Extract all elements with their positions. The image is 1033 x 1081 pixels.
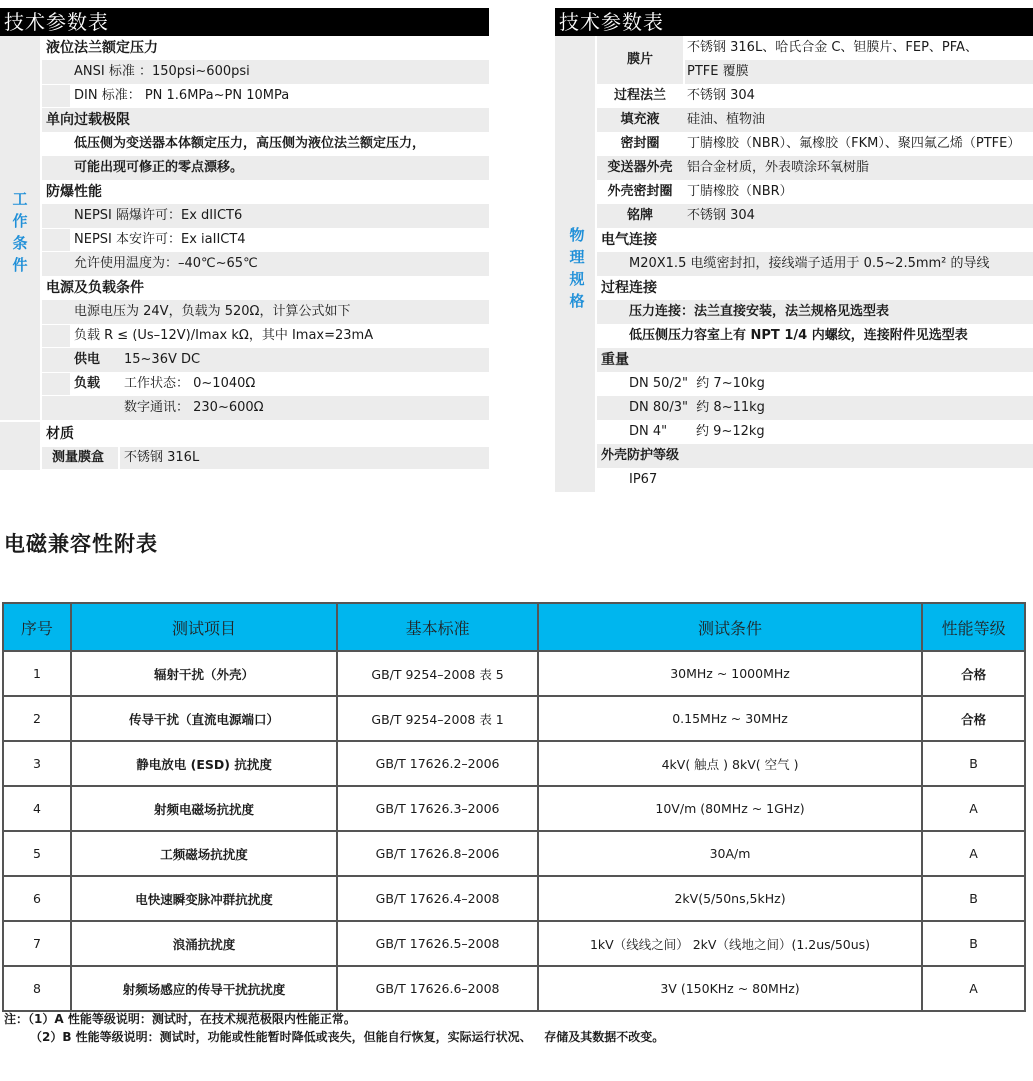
kv-row: 填充液 硅油、植物油 <box>597 108 1033 132</box>
spec-row: 低压侧压力容室上有 NPT 1/4 内螺纹，连接附件见选型表 <box>629 328 968 343</box>
spec-heading: 单向过载极限 <box>42 108 489 132</box>
right-spec-panel <box>555 8 1033 492</box>
col-header-grade: 性能等级 <box>922 603 1025 651</box>
table-row: 5 工频磁场抗扰度 GB/T 17626.8–2006 30A/m A <box>3 831 1025 876</box>
emc-table <box>2 602 1026 1012</box>
spec-heading: 过程连接 <box>601 280 657 296</box>
kv-row-diaphragm: 膜片 不锈钢 316L、哈氏合金 C、钽膜片、FEP、PFA、 PTFE 覆膜 <box>597 36 1033 84</box>
col-header-standard: 基本标准 <box>337 603 538 651</box>
spec-heading: 重量 <box>597 348 1033 372</box>
spec-row: 数字通讯： 230~600Ω <box>42 396 489 420</box>
note-2: （2）B 性能等级说明：测试时，功能或性能暂时降低或丧失，但能自行恢复，实际运行状况、 存储及其数据不改变。 <box>30 1030 665 1044</box>
table-row: 7 浪涌抗扰度 GB/T 17626.5–2008 1kV（线线之间） 2kV（线地之间）(1.2us/50us) B <box>3 921 1025 966</box>
spec-row: 负载 R ≤ (Us–12V)/Imax kΩ，其中 Imax=23mA <box>42 324 489 348</box>
spec-row: 电源电压为 24V，负载为 520Ω，计算公式如下 <box>42 300 489 324</box>
emc-header-row <box>3 603 1025 651</box>
emc-notes <box>4 1010 664 1046</box>
spec-heading: 外壳防护等级 <box>597 444 1033 468</box>
table-row: 4 射频电磁场抗扰度 GB/T 17626.3–2006 10V/m (80MHz ~ 1GHz) A <box>3 786 1025 831</box>
spec-row: 低压侧为变送器本体额定压力，高压侧为液位法兰额定压力， <box>74 136 426 151</box>
spec-row: IP67 <box>629 472 658 487</box>
section-label-working-conditions <box>10 188 30 276</box>
section-label-char: 件 <box>12 256 28 274</box>
spec-row: 供电 15~36V DC <box>42 348 489 372</box>
col-header-conditions: 测试条件 <box>538 603 922 651</box>
kv-row: 过程法兰 不锈钢 304 <box>613 88 755 103</box>
table-row: 3 静电放电 (ESD) 抗扰度 GB/T 17626.2–2006 4kV( 触点 ) 8kV( 空气 ) B <box>3 741 1025 786</box>
spec-row: 允许使用温度为：–40℃~65℃ <box>42 252 489 276</box>
spec-heading: 防爆性能 <box>46 184 102 200</box>
spec-row: NEPSI 隔爆许可：Ex dIICT6 <box>42 204 489 228</box>
physical-specs-section <box>555 36 1033 492</box>
spec-heading: 电气连接 <box>601 232 657 248</box>
spec-row: 测量膜盒 不锈钢 316L <box>42 446 489 470</box>
kv-row: 变送器外壳 铝合金材质，外表喷涂环氧树脂 <box>597 156 1033 180</box>
material-section <box>0 420 489 470</box>
spec-row: DIN 标准： PN 1.6MPa~PN 10MPa <box>42 84 489 108</box>
working-conditions-section <box>0 36 489 420</box>
note-1: 注：（1）A 性能等级说明：测试时，在技术规范极限内性能正常。 <box>4 1012 356 1026</box>
col-header-index: 序号 <box>3 603 71 651</box>
kv-row: 铭牌 不锈钢 304 <box>597 204 1033 228</box>
spec-heading: 材质 <box>46 426 74 442</box>
spec-row: M20X1.5 电缆密封扣，接线端子适用于 0.5~2.5mm² 的导线 <box>597 252 1033 276</box>
left-spec-panel <box>0 8 489 470</box>
spec-row: DN 80/3" 约 8~11kg <box>597 396 1033 420</box>
section-label-char: 格 <box>569 292 585 310</box>
section-label-char: 工 <box>12 190 28 208</box>
table-row: 1 辐射干扰（外壳） GB/T 9254–2008 表 5 30MHz ~ 1000MHz 合格 <box>3 651 1025 696</box>
kv-row: 外壳密封圈 丁腈橡胶（NBR） <box>607 184 793 199</box>
spec-row: 可能出现可修正的零点漂移。 <box>42 156 489 180</box>
spec-heading: 电源及负载条件 <box>46 280 144 296</box>
table-row: 2 传导干扰（直流电源端口） GB/T 9254–2008 表 1 0.15MHz ~ 30MHz 合格 <box>3 696 1025 741</box>
left-panel-title: 技术参数表 <box>0 8 489 36</box>
table-row: 8 射频场感应的传导干扰抗扰度 GB/T 17626.6–2008 3V (150KHz ~ 80MHz) A <box>3 966 1025 1011</box>
spec-row: 压力连接：法兰直接安装，法兰规格见选型表 <box>597 300 1033 324</box>
section-label-physical-specs <box>567 224 587 312</box>
section-label-char: 规 <box>569 270 585 288</box>
right-panel-title: 技术参数表 <box>555 8 1033 36</box>
spec-row: NEPSI 本安许可：Ex iaIICT4 <box>42 228 489 252</box>
section-label-char: 作 <box>12 212 28 230</box>
spec-row: ANSI 标准 ：150psi~600psi <box>42 60 489 84</box>
table-row: 6 电快速瞬变脉冲群抗扰度 GB/T 17626.4–2008 2kV(5/50ns,5kHz) B <box>3 876 1025 921</box>
spec-row: DN 50/2" 约 7~10kg <box>629 376 765 391</box>
right-rows <box>597 36 1033 492</box>
left-rows <box>42 36 489 420</box>
col-header-test-item: 测试项目 <box>71 603 337 651</box>
kv-row: 密封圈 丁腈橡胶（NBR）、氟橡胶（FKM）、聚四氟乙烯（PTFE） <box>620 136 1021 151</box>
spec-heading: 液位法兰额定压力 <box>46 40 158 56</box>
emc-title: 电磁兼容性附表 <box>4 532 158 556</box>
section-label-char: 理 <box>569 248 585 266</box>
spec-row: 负载 工作状态： 0~1040Ω <box>42 372 489 396</box>
section-label-char: 物 <box>569 226 585 244</box>
spec-row: DN 4" 约 9~12kg <box>629 424 765 439</box>
section-label-char: 条 <box>12 234 28 252</box>
